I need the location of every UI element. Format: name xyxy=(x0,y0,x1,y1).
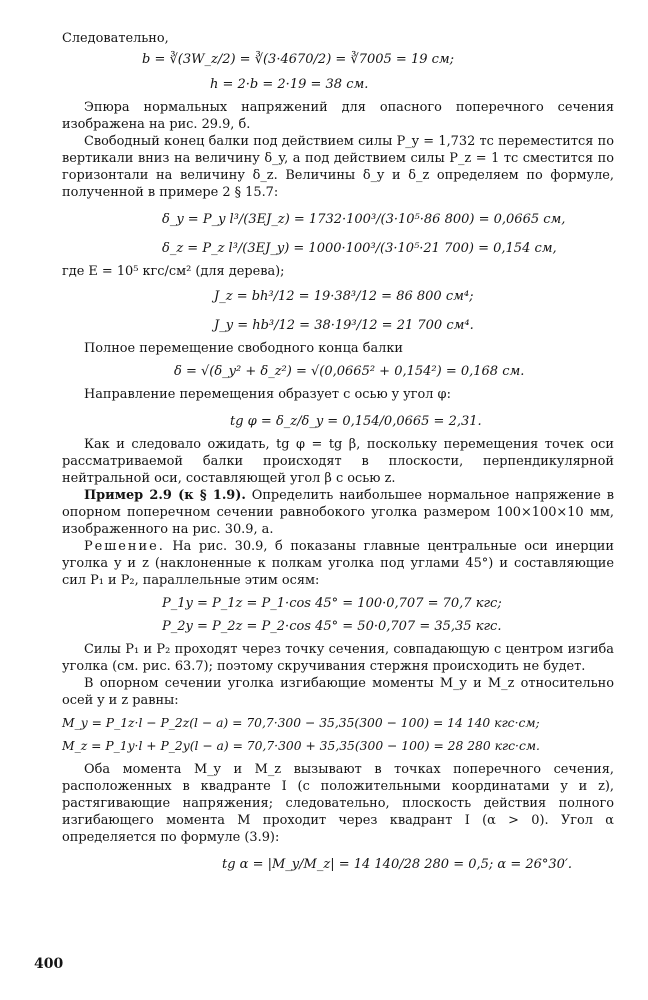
equation-my: M_y = P_1z·l − P_2z(l − a) = 70,7·300 − 35,35(300 − 100) = 14 140 кгс·см; xyxy=(62,716,540,730)
paragraph xyxy=(62,487,614,538)
equation-delta-y: δ_y = P_y l³/(3EJ_z) = 1732·100³/(3·10⁵·86 800) = 0,0665 см, xyxy=(162,212,566,227)
equation-p1: P_1y = P_1z = P_1·cos 45° = 100·0,707 = 70,7 кгс; xyxy=(162,596,502,611)
equation-jy: J_y = hb³/12 = 38·19³/12 = 21 700 см⁴. xyxy=(214,318,474,333)
solution-heading: Решение. xyxy=(84,539,165,554)
paragraph: где E = 10⁵ кгс/см² (для дерева); xyxy=(62,264,285,279)
page-number: 400 xyxy=(34,956,64,972)
paragraph: Силы P₁ и P₂ проходят через точку сечения, совпадающую с центром изгиба уголка (см. рис. 63.7); поэтому скручивания стержня происходить не будет. xyxy=(62,642,614,674)
equation-jz: J_z = bh³/12 = 19·38³/12 = 86 800 см⁴; xyxy=(214,289,474,304)
example-heading: Пример 2.9 (к § 1.9). xyxy=(84,488,246,503)
paragraph: Свободный конец балки под действием силы P_y = 1,732 тс переместится по вертикали вниз на величину δ_y, а под действием силы P_z = 1 тс сместится по горизонтали на величину δ_z. Величины δ_y и δ_z определяем по формуле, полученной в примере 2 § 15.7: xyxy=(62,134,614,200)
equation-delta-z: δ_z = P_z l³/(3EJ_y) = 1000·100³/(3·10⁵·21 700) = 0,154 см, xyxy=(162,241,557,256)
equation-tg-phi: tg φ = δ_z/δ_y = 0,154/0,0665 = 2,31. xyxy=(230,414,482,429)
paragraph: Как и следовало ожидать, tg φ = tg β, поскольку перемещения точек оси рассматриваемой балки происходят в плоскости, перпендикулярной нейтральной оси, составляющей угол β с осью z. xyxy=(62,437,614,486)
paragraph: В опорном сечении уголка изгибающие моменты M_y и M_z относительно осей y и z равны: xyxy=(62,676,614,708)
equation-b: b = ∛(3W_z/2) = ∛(3·4670/2) = ∛7005 = 19 см; xyxy=(142,52,455,67)
example-text: Определить наибольшее нормальное напряжение в опорном поперечном сечении равнобокого уголка размером 100×100×10 мм, изображенного на рис. 30.9, а. xyxy=(62,488,615,537)
equation-delta: δ = √(δ_y² + δ_z²) = √(0,0665² + 0,154²) = 0,168 см. xyxy=(174,364,525,379)
solution-text: На рис. 30.9, б показаны главные центральные оси инерции уголка y и z (наклоненные к полкам уголка под углами 45°) и составляющие сил P₁ и P₂, параллельные этим осям: xyxy=(62,539,614,588)
page-body xyxy=(62,30,614,873)
equation-h: h = 2·b = 2·19 = 38 см. xyxy=(210,77,369,92)
equation-p2: P_2y = P_2z = P_2·cos 45° = 50·0,707 = 35,35 кгс. xyxy=(162,619,502,634)
equation-tg-alpha: tg α = |M_y/M_z| = 14 140/28 280 = 0,5; α = 26°30′. xyxy=(222,857,573,872)
paragraph: Эпюра нормальных напряжений для опасного поперечного сечения изображена на рис. 29.9, б. xyxy=(62,100,614,132)
paragraph: Полное перемещение свободного конца балки xyxy=(84,341,403,356)
equation-mz: M_z = P_1y·l + P_2y(l − a) = 70,7·300 + 35,35(300 − 100) = 28 280 кгс·см. xyxy=(62,739,540,753)
paragraph: Направление перемещения образует с осью y угол φ: xyxy=(84,387,451,402)
paragraph: Оба момента M_y и M_z вызывают в точках поперечного сечения, расположенных в квадранте I (с положительными координатами y и z), растягивающие напряжения; следовательно, плоскость действия полного изгибающего момента M проходит через квадрант I (α > 0). Угол α определяется по формуле (3.9): xyxy=(62,762,614,845)
paragraph xyxy=(62,538,614,589)
text-line: Следовательно, xyxy=(62,31,169,46)
